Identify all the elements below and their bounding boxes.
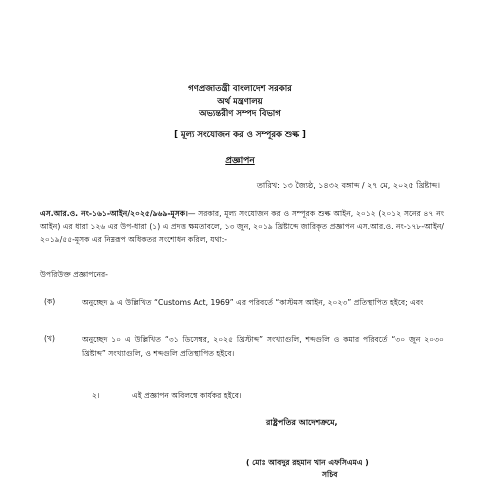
subject-heading: [ মূল্য সংযোজন কর ও সম্পূরক শুল্ক ]: [174, 130, 306, 140]
order-line: রাষ্ট্রপতির আদেশক্রমে,: [266, 418, 338, 427]
ministry-heading: অর্থ মন্ত্রণালয়: [217, 97, 263, 107]
main-paragraph: [40, 207, 444, 246]
signatory-name: ( মোঃ আবদুর রহমান খান এফসিএমএ ): [246, 458, 369, 467]
main-paragraph-text: — সরকার, মূল্য সংযোজন কর ও সম্পূরক শুল্ক আইন, ২০১২ (২০১২ সনের ৪৭ নং আইন) এর ধারা ১২৬ এর উপ-ধারা (১) এ প্রদত্ত ক্ষমতাবলে, ১৩ জুন, ২০১৯ খ্রিষ্টাব্দে জারিকৃত প্রজ্ঞাপন এস.আর.ও. নং-১৭৮-আইন/২০১৯/৫৫-মূসক এর নিম্নরূপ অধিকতর সংশোধন করিল, যথা:-: [40, 209, 444, 244]
signatory-title: সচিব: [322, 470, 338, 479]
government-heading: গণপ্রজাতন্ত্রী বাংলাদেশ সরকার: [188, 84, 292, 94]
clause-text: এই প্রজ্ঞাপন অবিলম্বে কার্যকর হইবে।: [132, 391, 242, 400]
lead-in-text: উপরিউক্ত প্রজ্ঞাপনের-: [40, 270, 108, 279]
division-heading: অভ্যন্তরীণ সম্পদ বিভাগ: [199, 109, 281, 119]
item-number: (ক): [44, 297, 56, 306]
item-text: অনুচ্ছেদ ১০ এ উল্লিখিত “৩১ ডিসেম্বর, ২০২৫ খ্রিস্টাব্দ” সংখ্যাগুলি, শব্দগুলি ও কমার পরিবর্তে “৩০ জুন ২০৩০ খ্রিষ্টাব্দ” সংখ্যাগুলি, ও শব্দগুলি প্রতিস্থাপিত হইবে।: [82, 335, 444, 358]
item-number: (খ): [44, 334, 55, 343]
clause-number: ২।: [92, 391, 100, 400]
notice-title: প্রজ্ঞাপন: [225, 156, 255, 166]
sro-reference: এস.আর.ও. নং-১৬১-আইন/২০২৫/৯৬৯-মূসক।: [40, 209, 188, 218]
notice-date: তারিখ: ১৩ জ্যৈষ্ঠ, ১৪৩২ বঙ্গাব্দ / ২৭ মে, ২০২৫ খ্রিষ্টাব্দ।: [256, 181, 440, 190]
item-text: অনুচ্ছেদ ৯ এ উল্লিখিত “Customs Act, 1969” এর পরিবর্তে “কাস্টমস আইন, ২০২৩” প্রতিস্থাপিত হইবে; এবং: [82, 298, 424, 307]
